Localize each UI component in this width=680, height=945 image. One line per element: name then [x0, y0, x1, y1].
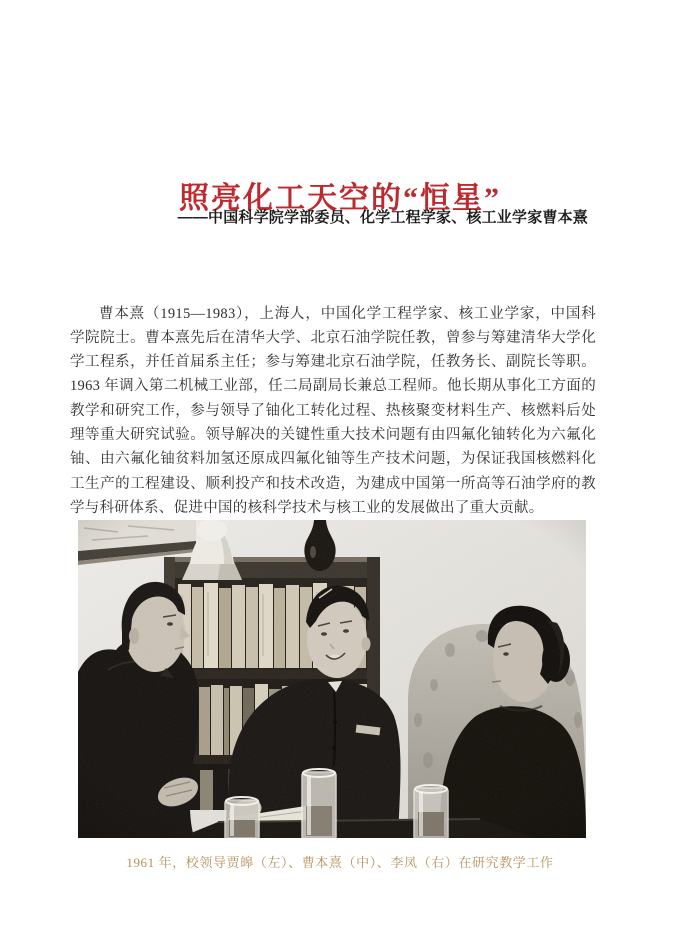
photo-group-bw [78, 520, 586, 838]
article-body-paragraph: 曹本熹（1915—1983），上海人，中国化学工程学家、核工业学家，中国科学院院士。曹本熹先后在清华大学、北京石油学院任教，曾参与筹建清华大学化学工程系，并任首届系主任；参与筹建北京石油学院，任教务长、副院长等职。1963 年调入第二机械工业部，任二局副局长兼总工程师。他长期从事化工方面的教学和研究工作，参与领导了铀化工转化过程、热核聚变材料生产、核燃料后处理等重大研究试验。领导解决的关键性重大技术问题有由四氟化铀转化为六氟化铀、由六氟化铀贫料加氢还原成四氟化铀等生产技术问题，为保证我国核燃料化工生产的工程建设、顺利投产和技术改造，为建成中国第一所高等石油学府的教学与科研体系、促进中国的核科学技术与核工业的发展做出了重大贡献。 [70, 305, 596, 516]
article-subtitle: ——中国科学院学部委员、化学工程学家、核工业学家曹本熹 [177, 209, 588, 226]
article-title: 照亮化工天空的“恒星” [179, 182, 501, 216]
photo-caption: 1961 年，校领导贾皞（左）、曹本熹（中）、李凤（右）在研究教学工作 [126, 855, 554, 870]
photo-illustration [78, 520, 586, 838]
